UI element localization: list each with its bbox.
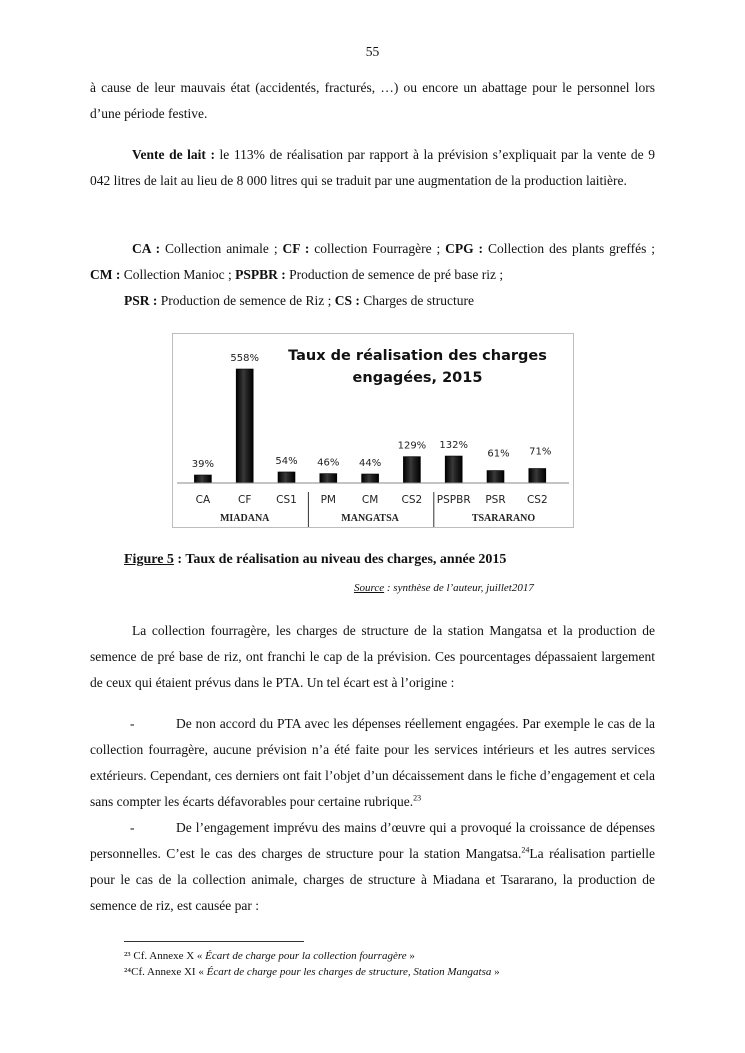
figure-caption — [124, 552, 506, 568]
category-label-7: PSR — [485, 494, 506, 506]
data-label-4: 44% — [358, 458, 382, 470]
vente-lait-text: le 113% de réalisation par rapport à la prévision s’expliquait par la vente de 9 042 litres de lait au lieu de 8 000 litres qui se traduit par une augmentation de la production laitière. — [90, 147, 655, 188]
bullet-1-text: De non accord du PTA avec les dépenses réellement engagées. Par exemple le cas de la collection fourragère, aucune prévision n’a été faite pour les services intérieurs et les autres services extérieurs. Cependant, ces derniers ont fait l’objet d’un décaissement dans le fiche d’engagement et cela sans compter les écarts défavorables pour certaine rubrique. — [90, 716, 655, 809]
category-label-2: CS1 — [276, 494, 297, 506]
figure-caption-text: : Taux de réalisation au niveau des charges, année 2015 — [173, 552, 507, 567]
footnote-23 — [124, 950, 415, 962]
footnote-23-number: ²³ — [124, 950, 131, 962]
category-label-1: CF — [238, 494, 252, 506]
data-label-0: 39% — [191, 459, 215, 470]
abbreviation-legend-line2 — [124, 288, 689, 314]
footnote-23-pre: Cf. Annexe X « — [130, 950, 206, 962]
bar-cs2-8 — [529, 468, 546, 483]
abbr-cs-value: Charges de structure — [359, 293, 474, 308]
bar-cf-1 — [236, 369, 253, 483]
chart-title: Taux de réalisation des charges engagées, 2015 — [288, 348, 547, 386]
abbr-pspbr-key: PSPBR : — [235, 267, 286, 282]
abbr-ca-value: Collection animale ; — [160, 241, 283, 256]
category-label-6: PSPBR — [436, 494, 471, 506]
source-text: : synthèse de l’auteur, juillet2017 — [384, 582, 534, 594]
group-label-miadana: MIADANA — [219, 513, 270, 524]
data-label-5: 129% — [397, 440, 427, 452]
footnote-23-title: Écart de charge pour la collection fourragère — [205, 950, 407, 962]
abbr-cpg-value: Collection des plants greffés ; — [483, 241, 655, 256]
bar-chart — [172, 333, 574, 528]
data-label-2: 54% — [275, 455, 298, 467]
footnote-separator — [124, 941, 304, 942]
category-label-0: CA — [195, 494, 211, 506]
footnote-ref-23: 23 — [413, 793, 422, 803]
figure-label: Figure 5 — [124, 552, 174, 567]
figure-source — [354, 582, 534, 594]
bar-cm-4 — [362, 474, 379, 483]
abbr-psr-value: Production de semence de Riz ; — [157, 293, 335, 308]
bullet-item-1 — [90, 711, 655, 815]
data-label-8: 71% — [529, 446, 552, 458]
data-label-1: 558% — [230, 353, 259, 364]
bar-cs1-2 — [278, 472, 295, 483]
footnote-24-post: » — [491, 966, 500, 978]
bar-ca-0 — [194, 475, 211, 483]
footnote-ref-24: 24 — [521, 845, 530, 855]
abbr-psr-key: PSR : — [124, 293, 158, 308]
bullet-2-text-b: La réalisation partielle pour le cas de la collection animale, charges de structure à Miadana et Tsararano, la production de semence de riz, est causée par : — [90, 846, 655, 913]
bar-pspbr-6 — [445, 456, 462, 483]
data-label-6: 132% — [439, 440, 468, 452]
footnote-24-title: Écart de charge pour les charges de structure, Station Mangatsa — [206, 966, 492, 978]
abbr-cm-key: CM : — [90, 267, 121, 282]
paragraph-vente-lait — [90, 142, 655, 194]
source-label: Source — [354, 582, 385, 594]
group-label-tsararano: TSARARANO — [471, 513, 536, 524]
data-label-3: 46% — [317, 457, 340, 469]
bar-pm-3 — [320, 474, 337, 483]
abbr-cf-key: CF : — [282, 241, 310, 256]
abbr-cf-value: collection Fourragère ; — [309, 241, 446, 256]
category-label-4: CM — [361, 494, 379, 506]
group-label-mangatsa: MANGATSA — [341, 513, 399, 524]
footnote-24 — [124, 966, 500, 978]
abbr-cpg-key: CPG : — [445, 241, 484, 256]
category-label-8: CS2 — [526, 494, 548, 506]
vente-lait-label: Vente de lait : — [132, 147, 215, 162]
category-label-3: PM — [320, 494, 337, 506]
abbr-cm-value: Collection Manioc ; — [120, 267, 236, 282]
paragraph-analysis: La collection fourragère, les charges de structure de la station Mangatsa et la production de semence de pré base de riz, ont franchi le cap de la prévision. Ces pourcentages dépassaient largement de ceux qui étaient prévus dans le PTA. Un tel écart est à l’origine : — [90, 623, 655, 690]
abbr-cs-key: CS : — [334, 293, 360, 308]
footnote-24-number: ²⁴ — [124, 966, 132, 978]
bar-psr-7 — [487, 471, 504, 483]
bar-cs2-5 — [403, 457, 420, 483]
category-label-5: CS2 — [401, 494, 423, 506]
page-number: 55 — [365, 44, 380, 59]
footnote-24-pre: Cf. Annexe XI « — [131, 966, 207, 978]
bullet-2-dash: - — [130, 820, 135, 835]
bullet-1-dash: - — [130, 716, 135, 731]
footnote-23-post: » — [406, 950, 415, 962]
paragraph-intro: à cause de leur mauvais état (accidentés, fracturés, …) ou encore un abattage pour le personnel lors d’une période festive. — [90, 80, 655, 121]
abbreviation-legend — [90, 236, 655, 288]
bullet-item-2 — [90, 815, 655, 919]
bullet-2-text-a: De l’engagement imprévu des mains d’œuvre qui a provoqué la croissance de dépenses personnelles. C’est le cas des charges de structure pour la station Mangatsa. — [90, 820, 655, 861]
abbr-ca-key: CA : — [132, 241, 161, 256]
abbr-pspbr-value: Production de semence de pré base riz ; — [285, 267, 504, 282]
data-label-7: 61% — [487, 448, 510, 460]
